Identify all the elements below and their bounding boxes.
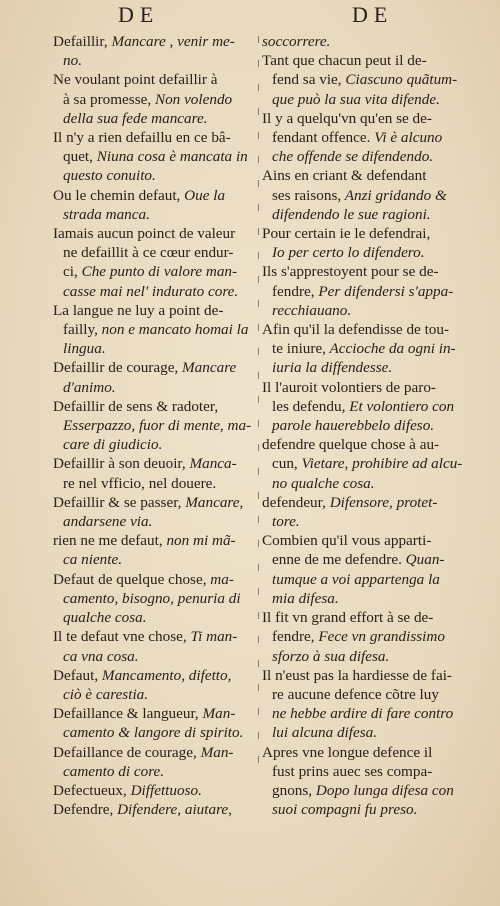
italian-text: ma- bbox=[206, 570, 234, 588]
italian-text: Anzi gridando & bbox=[341, 186, 447, 204]
italian-text: Ciascuno quãtum- bbox=[341, 71, 458, 89]
italian-text: della sua fede mancare. bbox=[63, 109, 208, 127]
french-text: fendre, bbox=[272, 628, 315, 646]
italian-text: Esserpazzo, fuor di mente, ma- bbox=[63, 417, 252, 435]
text-line bbox=[262, 166, 472, 185]
italian-text: Man- bbox=[196, 743, 234, 761]
italian-text: mia difesa. bbox=[272, 589, 339, 607]
text-line bbox=[53, 435, 258, 454]
italian-text: ne hebbe ardire di fare contro bbox=[272, 705, 454, 723]
french-text: Il te defaut vne chose, bbox=[53, 628, 187, 646]
french-text: Il n'eust pas la hardiesse de fai- bbox=[262, 666, 452, 684]
text-line bbox=[53, 723, 258, 742]
italian-text: Mancare bbox=[178, 359, 237, 377]
text-line bbox=[262, 454, 472, 473]
french-text: Pour certain ie le defendrai, bbox=[262, 225, 431, 243]
italian-text: lingua. bbox=[63, 340, 106, 358]
french-text: failly, bbox=[63, 321, 98, 339]
french-text: defendeur, bbox=[262, 493, 326, 511]
italian-text: camento, bisogno, penuria di bbox=[63, 589, 241, 607]
french-text: enne de me defendre. bbox=[272, 551, 402, 569]
text-line bbox=[53, 781, 258, 800]
italian-text: que può la sua vita difende. bbox=[272, 90, 440, 108]
text-line bbox=[262, 320, 472, 339]
text-line bbox=[53, 70, 258, 89]
text-line bbox=[262, 474, 472, 493]
left-column bbox=[53, 32, 258, 819]
french-text: Tant que chacun peut il de- bbox=[262, 52, 427, 70]
italian-text: Non volendo bbox=[151, 90, 233, 108]
text-line bbox=[53, 320, 258, 339]
italian-text: casse mai nel' indurato core. bbox=[63, 282, 239, 300]
text-line bbox=[262, 416, 472, 435]
french-text: fendant offence. bbox=[272, 129, 371, 147]
italian-text: care di giudicio. bbox=[63, 436, 163, 454]
italian-text: Accioche da ogni in- bbox=[325, 340, 456, 358]
text-line bbox=[262, 262, 472, 281]
text-line bbox=[262, 704, 472, 723]
text-line bbox=[53, 608, 258, 627]
italian-text: Per difendersi s'appa- bbox=[314, 282, 454, 300]
text-line bbox=[262, 109, 472, 128]
italian-text: non e mancato homai la bbox=[97, 321, 249, 339]
text-line bbox=[53, 685, 258, 704]
text-line bbox=[53, 397, 258, 416]
french-text: Defaillir, bbox=[53, 33, 108, 50]
text-line bbox=[262, 512, 472, 531]
italian-text: Diffettuoso. bbox=[126, 781, 202, 799]
french-text: cun, bbox=[272, 455, 298, 473]
text-line bbox=[53, 531, 258, 550]
french-text: fust prins auec ses compa- bbox=[272, 762, 433, 780]
text-line bbox=[262, 570, 472, 589]
italian-text: Dopo lunga difesa con bbox=[312, 781, 454, 799]
italian-text: strada manca. bbox=[63, 205, 150, 223]
italian-text: sforzo à sua difesa. bbox=[272, 647, 390, 665]
text-line bbox=[53, 627, 258, 646]
french-text: te iniure, bbox=[272, 340, 326, 358]
italian-text: recchiauano. bbox=[272, 301, 352, 319]
text-line bbox=[53, 474, 258, 493]
french-text: fendre, bbox=[272, 282, 315, 300]
italian-text: Io per certo lo difendero. bbox=[272, 244, 425, 262]
french-text: Il n'y a rien defaillu en ce bâ- bbox=[53, 129, 231, 147]
italian-text: questo conuito. bbox=[63, 167, 156, 185]
text-line bbox=[53, 51, 258, 70]
text-line bbox=[53, 800, 258, 819]
french-text: Defaillance & langueur, bbox=[53, 705, 199, 723]
french-text: ses raisons, bbox=[272, 186, 342, 204]
text-line bbox=[53, 762, 258, 781]
text-line bbox=[53, 32, 258, 51]
text-line bbox=[262, 627, 472, 646]
column-divider bbox=[258, 36, 259, 780]
text-line bbox=[262, 666, 472, 685]
text-line bbox=[53, 109, 258, 128]
french-text: Ne voulant point defaillir à bbox=[53, 71, 218, 89]
french-text: rien ne me defaut, bbox=[53, 532, 163, 550]
text-line bbox=[53, 128, 258, 147]
text-line bbox=[262, 70, 472, 89]
text-line bbox=[53, 243, 258, 262]
text-line bbox=[53, 166, 258, 185]
italian-text: Manca- bbox=[185, 455, 237, 473]
italian-text: tore. bbox=[272, 513, 300, 531]
french-text: Defaillir & se passer, bbox=[53, 493, 182, 511]
text-line bbox=[262, 435, 472, 454]
text-line bbox=[53, 378, 258, 397]
french-text: Defendre, bbox=[53, 801, 114, 819]
text-line bbox=[262, 685, 472, 704]
french-text: les defendu, bbox=[272, 397, 346, 415]
italian-text: tumque a voi appartenga la bbox=[272, 570, 440, 588]
french-text: Defectueux, bbox=[53, 781, 127, 799]
text-line bbox=[262, 32, 472, 51]
italian-text: Man- bbox=[198, 705, 236, 723]
french-text: Apres vne longue defence il bbox=[262, 743, 433, 761]
italian-text: Mancare, bbox=[181, 493, 244, 511]
italian-text: parole hauerebbelo difeso. bbox=[272, 417, 435, 435]
italian-text: Ti man- bbox=[186, 628, 238, 646]
text-line bbox=[262, 550, 472, 569]
italian-text: Difendere, aiutare, bbox=[113, 801, 232, 819]
italian-text: lui alcuna difesa. bbox=[272, 724, 378, 742]
italian-text: Fece vn grandissimo bbox=[314, 628, 445, 646]
french-text: Defaillir à son deuoir, bbox=[53, 455, 186, 473]
text-line bbox=[53, 186, 258, 205]
italian-text: non mi mã- bbox=[162, 532, 236, 550]
text-line bbox=[262, 608, 472, 627]
italian-text: qualche cosa. bbox=[63, 609, 147, 627]
text-line bbox=[262, 781, 472, 800]
text-line bbox=[53, 205, 258, 224]
italian-text: Che punto di valore man- bbox=[77, 263, 238, 281]
french-text: Ils s'apprestoyent pour se de- bbox=[262, 263, 439, 281]
italian-text: difendendo le sue ragioni. bbox=[272, 205, 431, 223]
italian-text: d'animo. bbox=[63, 378, 116, 396]
text-line bbox=[262, 205, 472, 224]
text-line bbox=[262, 762, 472, 781]
text-line bbox=[262, 397, 472, 416]
text-line bbox=[262, 531, 472, 550]
text-line bbox=[262, 51, 472, 70]
french-text: Il l'auroit volontiers de paro- bbox=[262, 378, 436, 396]
italian-text: Vietare, prohibire ad alcu- bbox=[297, 455, 463, 473]
text-line bbox=[262, 647, 472, 666]
italian-text: suoi compagni fu preso. bbox=[272, 801, 418, 819]
italian-text: Vi è alcuno bbox=[370, 129, 443, 147]
french-text: Ains en criant & defendant bbox=[262, 167, 427, 185]
french-text: Ou le chemin defaut, bbox=[53, 186, 181, 204]
text-line bbox=[262, 186, 472, 205]
text-line bbox=[53, 493, 258, 512]
text-line bbox=[53, 550, 258, 569]
italian-text: ciò è carestia. bbox=[63, 685, 149, 703]
text-line bbox=[262, 224, 472, 243]
text-line bbox=[262, 493, 472, 512]
italian-text: andarsene via. bbox=[63, 513, 153, 531]
text-line bbox=[53, 454, 258, 473]
text-line bbox=[53, 282, 258, 301]
italian-text: iuria la diffendesse. bbox=[272, 359, 393, 377]
text-line bbox=[262, 589, 472, 608]
text-line bbox=[53, 570, 258, 589]
french-text: Defaillir de courage, bbox=[53, 359, 179, 377]
text-line bbox=[53, 339, 258, 358]
french-text: Defaut de quelque chose, bbox=[53, 570, 207, 588]
text-line bbox=[53, 704, 258, 723]
french-text: ci, bbox=[63, 263, 78, 281]
italian-text: Oue la bbox=[180, 186, 226, 204]
french-text: La langue ne luy a point de- bbox=[53, 301, 224, 319]
french-text: Combien qu'il vous apparti- bbox=[262, 532, 432, 550]
running-header bbox=[0, 2, 500, 32]
text-line bbox=[262, 800, 472, 819]
italian-text: Mancare , venir me- bbox=[107, 33, 235, 50]
text-line bbox=[262, 378, 472, 397]
right-column bbox=[262, 32, 472, 819]
italian-text: soccorrere. bbox=[262, 33, 331, 50]
french-text: Il y a quelqu'vn qu'en se de- bbox=[262, 109, 432, 127]
text-line bbox=[262, 743, 472, 762]
italian-text: camento & langore di spirito. bbox=[63, 724, 244, 742]
italian-text: Mancamento, difetto, bbox=[98, 666, 232, 684]
italian-text: Et volontiero con bbox=[345, 397, 455, 415]
text-line bbox=[53, 416, 258, 435]
text-line bbox=[53, 301, 258, 320]
text-line bbox=[53, 743, 258, 762]
french-text: gnons, bbox=[272, 781, 313, 799]
text-line bbox=[262, 282, 472, 301]
text-line bbox=[262, 147, 472, 166]
italian-text: Quan- bbox=[401, 551, 445, 569]
french-text: Defaillance de courage, bbox=[53, 743, 197, 761]
french-text: Defaillir de sens & radoter, bbox=[53, 397, 219, 415]
italian-text: camento di core. bbox=[63, 762, 165, 780]
french-text: re nel vfficio, nel douere. bbox=[63, 474, 217, 492]
text-line bbox=[262, 358, 472, 377]
french-text: re aucune defence cõtre luy bbox=[272, 685, 439, 703]
italian-text: ca niente. bbox=[63, 551, 123, 569]
french-text: Afin qu'il la defendisse de tou- bbox=[262, 321, 450, 339]
french-text: à sa promesse, bbox=[63, 90, 152, 108]
italian-text: no qualche cosa. bbox=[272, 474, 375, 492]
italian-text: ca vna cosa. bbox=[63, 647, 139, 665]
text-line bbox=[53, 262, 258, 281]
french-text: quet, bbox=[63, 148, 93, 166]
text-line bbox=[262, 723, 472, 742]
french-text: Iamais aucun poinct de valeur bbox=[53, 225, 236, 243]
text-line bbox=[53, 147, 258, 166]
text-line bbox=[262, 301, 472, 320]
header-left: DE bbox=[118, 2, 160, 27]
text-line bbox=[53, 666, 258, 685]
text-line bbox=[53, 358, 258, 377]
text-line bbox=[262, 90, 472, 109]
text-line bbox=[53, 589, 258, 608]
text-line bbox=[53, 90, 258, 109]
french-text: Defaut, bbox=[53, 666, 99, 684]
text-line bbox=[262, 243, 472, 262]
text-line bbox=[53, 647, 258, 666]
french-text: Il fit vn grand effort à se de- bbox=[262, 609, 434, 627]
italian-text: Niuna cosa è mancata in bbox=[92, 148, 248, 166]
italian-text: no. bbox=[63, 52, 82, 70]
text-line bbox=[262, 128, 472, 147]
text-line bbox=[262, 339, 472, 358]
italian-text: che offende se difendendo. bbox=[272, 148, 434, 166]
french-text: fend sa vie, bbox=[272, 71, 342, 89]
text-line bbox=[53, 224, 258, 243]
french-text: ne defaillit à ce cœur endur- bbox=[63, 244, 234, 262]
french-text: defendre quelque chose à au- bbox=[262, 436, 440, 454]
italian-text: Difensore, protet- bbox=[325, 493, 438, 511]
header-right: DE bbox=[352, 2, 394, 27]
text-line bbox=[53, 512, 258, 531]
